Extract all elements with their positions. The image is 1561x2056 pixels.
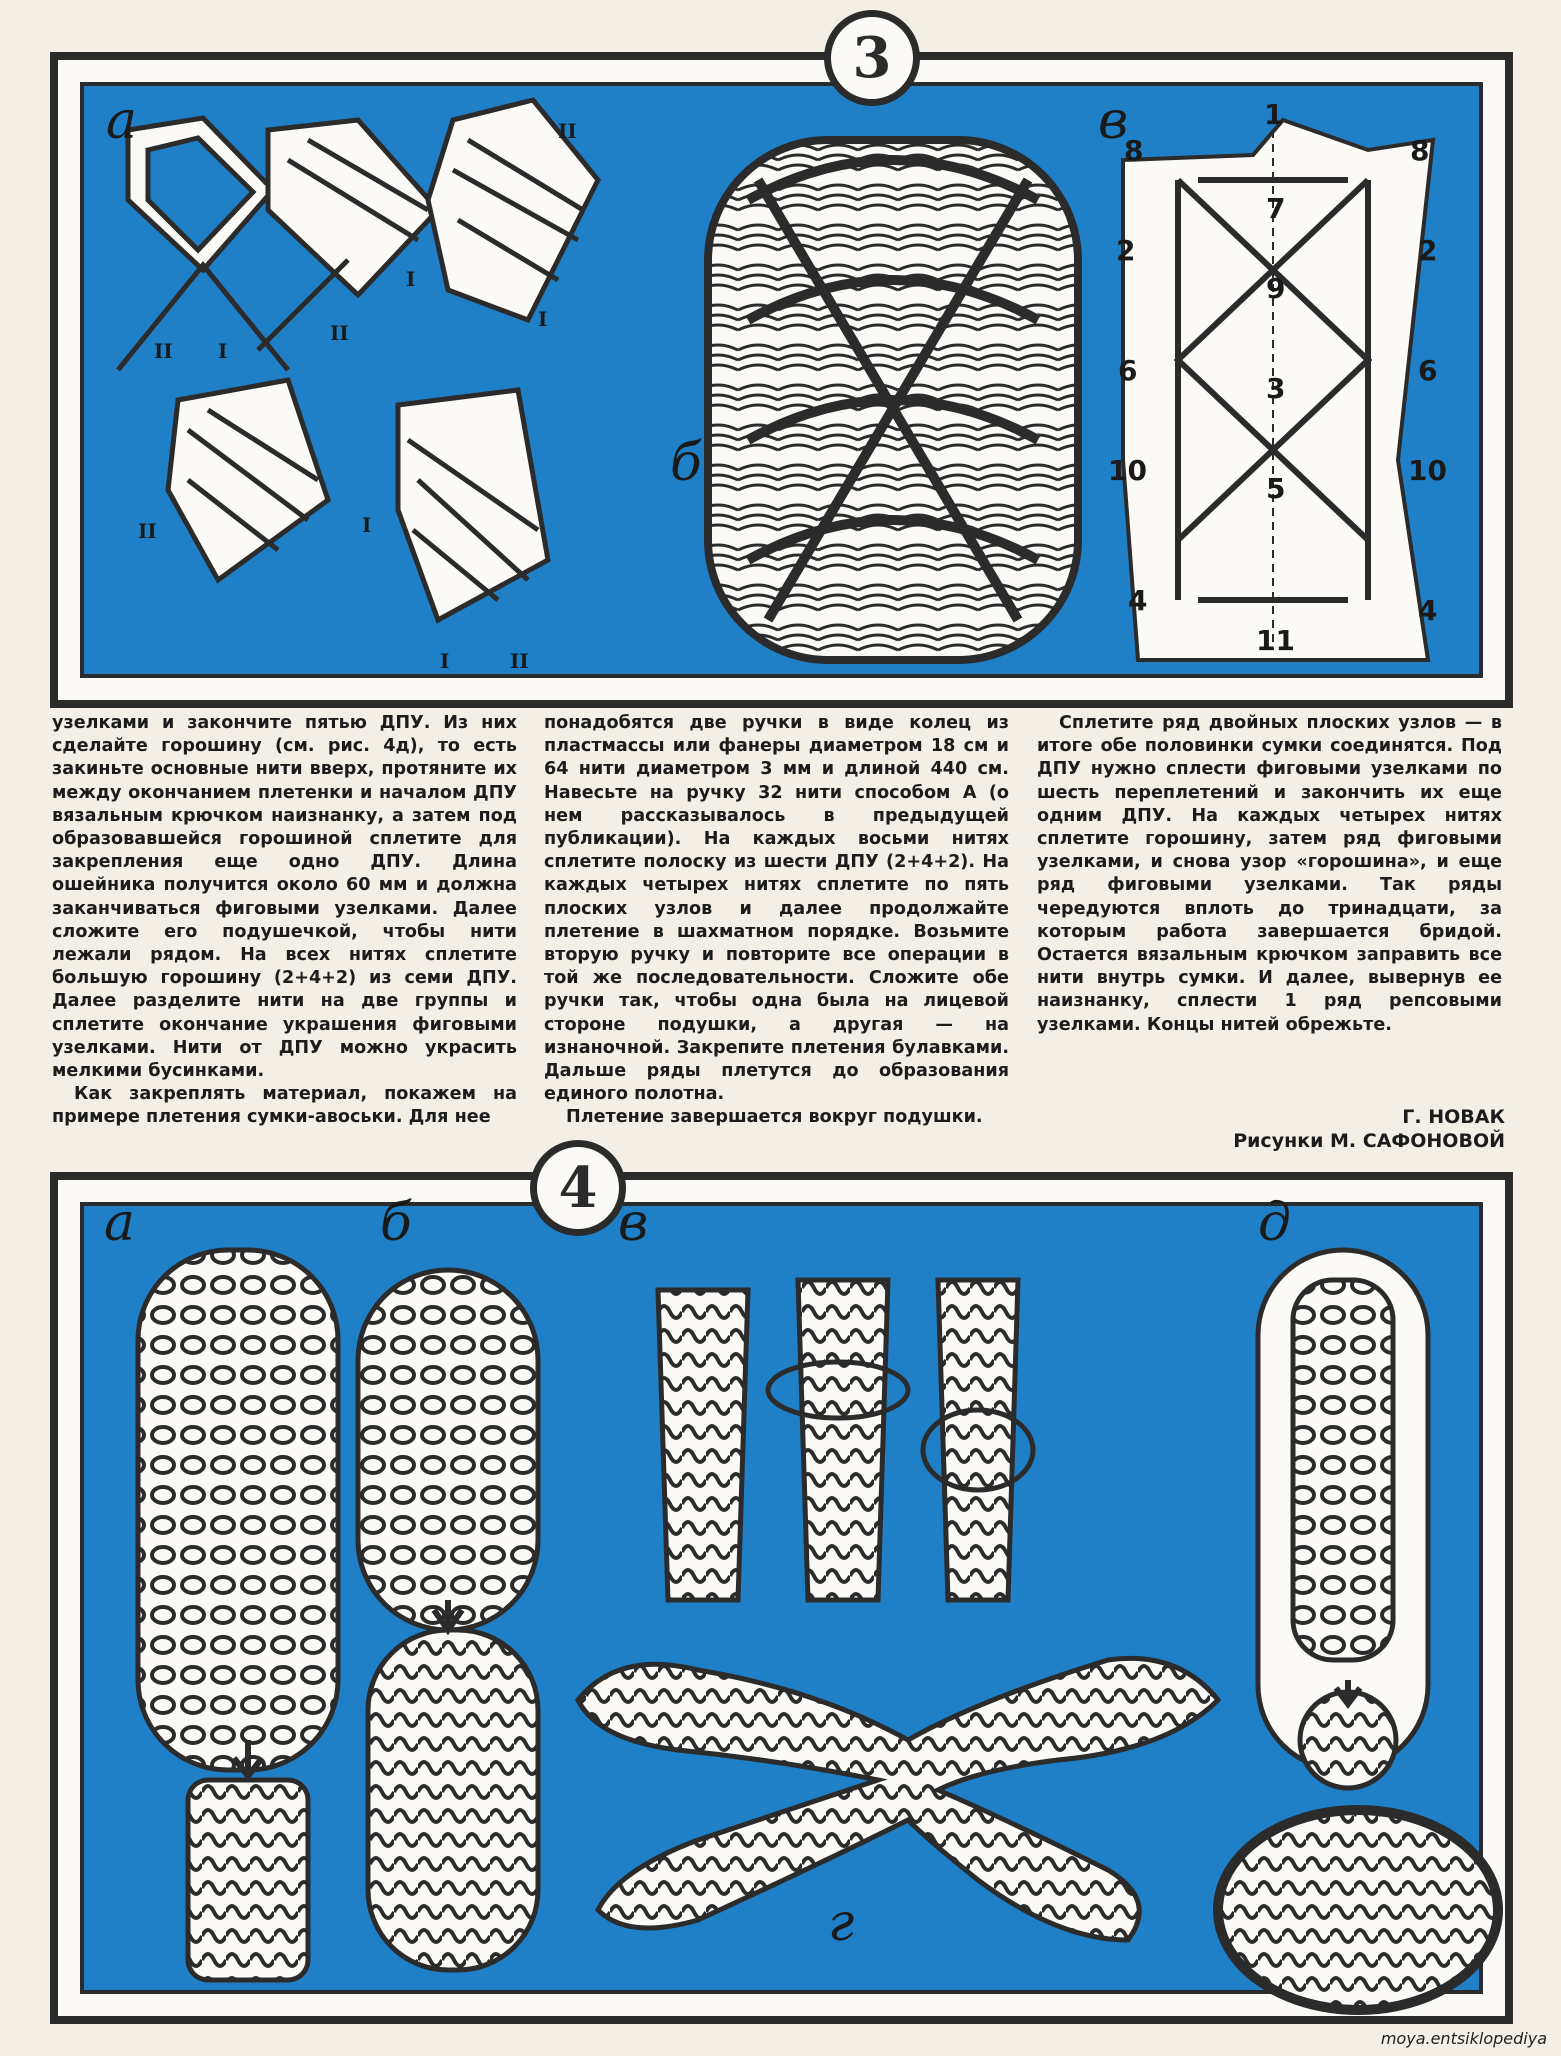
- figure-3v-number: 4: [1418, 594, 1438, 627]
- site-watermark: moya.entsiklopediya: [1380, 2029, 1547, 2048]
- figure-3v-number: 1: [1264, 98, 1284, 131]
- figure-4d-label: д: [1258, 1193, 1291, 1253]
- figure-3v-number: 8: [1410, 134, 1430, 167]
- figure-3v-label: в: [1098, 91, 1129, 151]
- figure-3a-roman-4: I: [406, 267, 416, 291]
- figure-3a-roman-10: II: [510, 649, 529, 673]
- figure-3v-number: 8: [1124, 134, 1144, 167]
- figure-3a-roman-1: II: [154, 339, 173, 363]
- figure-3v-number: 11: [1256, 624, 1295, 657]
- figure-3v-number: 7: [1266, 192, 1286, 225]
- figure-3b-label: б: [670, 433, 702, 493]
- figure-3v-number: 2: [1418, 234, 1438, 267]
- figure-3-panel: [50, 52, 1513, 708]
- text-column-1: [52, 712, 517, 1130]
- figure-4d-ball-knot: [1218, 1250, 1498, 2010]
- figure-3a-roman-8: I: [362, 513, 372, 537]
- figure-3v-number: 6: [1418, 354, 1438, 387]
- paragraph: Плетение завершается вокруг подушки.: [566, 1107, 983, 1128]
- figure-3a-label: а: [106, 91, 138, 151]
- figure-3a-roman-6: II: [558, 119, 577, 143]
- figure-4v-wrap-steps: [658, 1280, 1033, 1600]
- figure-3-drawing: [58, 60, 1505, 700]
- figure-3v-number: 5: [1266, 472, 1286, 505]
- figure-3v-number: 10: [1408, 454, 1447, 487]
- figure-3v-number: 4: [1128, 584, 1148, 617]
- figure-3v-number: 3: [1266, 372, 1286, 405]
- figure-3a-roman-5: I: [538, 307, 548, 331]
- paragraph: Как закреплять материал, покажем на примере плетения сумки-авоськи. Для нее: [52, 1084, 517, 1128]
- illustrator-credit: Рисунки М. САФОНОВОЙ: [1233, 1130, 1505, 1152]
- figure-4a-chain-braid: [138, 1250, 338, 1980]
- figure-4a-label: а: [104, 1193, 136, 1253]
- paragraph: Сплетите ряд двойных плоских узлов — в итоге обе половинки сумки соединятся. Под ДПУ нужно сплести фиговыми узелками по шесть переплетений и закончить их еще одним ДПУ. На каждых четырех нитях сплетите горошину, затем ряд фиговыми узелками, и снова узор «горошина», и еще ряд фиговыми узелками. Так ряды чередуются вплоть до тринадцати, за которым работа завершается бридой. Остается вязальным крючком заправить все нити внутрь сумки. И далее, вывернув ее наизнанку, сплести 1 ряд репсовыми узелками. Концы нитей обрежьте.: [1037, 713, 1502, 1035]
- figure-3b-woven-mat: [708, 140, 1078, 660]
- figure-3a-roman-3: II: [330, 321, 349, 345]
- figure-3a-roman-9: I: [440, 649, 450, 673]
- figure-3v-number: 2: [1116, 234, 1136, 267]
- figure-3a-roman-2: I: [218, 339, 228, 363]
- figure-3-badge: 3: [824, 10, 920, 106]
- figure-3v-number: 6: [1118, 354, 1138, 387]
- figure-4b-round-braid: [358, 1270, 538, 1970]
- figure-3v-number: 10: [1108, 454, 1147, 487]
- text-column-2: [544, 712, 1009, 1130]
- author-name: Г. НОВАК: [1402, 1106, 1505, 1128]
- figure-4g-finished-piece: [578, 1658, 1218, 1940]
- paragraph: узелками и закончите пятью ДПУ. Из них сделайте горошину (см. рис. 4д), то есть закиньте основные нити вверх, протяните их между окончанием плетенки и началом ДПУ вязальным крючком наизнанку, а затем под образовавшейся горошиной сплетите для закрепления еще одно ДПУ. Длина ошейника получится около 60 мм и должна заканчиваться фиговыми узелками. Далее сложите его подушечкой, чтобы нити лежали рядом. На всех нитях сплетите большую горошину (2+4+2) из семи ДПУ. Далее разделите нити на две группы и сплетите окончание украшения фиговыми узелками. Нити от ДПУ можно украсить мелкими бусинками.: [52, 713, 517, 1082]
- figure-4g-label: г: [828, 1893, 855, 1953]
- figure-4-badge: 4: [530, 1140, 626, 1236]
- figure-4v-label: в: [618, 1193, 649, 1253]
- figure-4-drawing: [58, 1180, 1505, 2016]
- figure-3a-knot-steps: [118, 100, 598, 620]
- text-column-3: [1037, 712, 1502, 1037]
- figure-4-panel: [50, 1172, 1513, 2024]
- figure-3v-number: 9: [1266, 272, 1286, 305]
- paragraph: понадобятся две ручки в виде колец из пластмассы или фанеры диаметром 18 см и 64 нити диаметром 3 мм и длиной 440 см. Навесьте на ручку 32 нити способом А (о нем рассказывалось в предыдущей публикации). На каждых восьми нитях сплетите полоску из шести ДПУ (2+4+2). На каждых четырех нитях сплетите по пять плоских узлов и далее продолжайте плетение в шахматном порядке. Возьмите вторую ручку и повторите все операции в той же последовательности. Сложите обе ручки так, чтобы одна была на лицевой стороне подушки, а другая — на изнаночной. Закрепите плетения булавками. Дальше ряды плетутся до образования единого полотна.: [544, 713, 1009, 1105]
- figure-3a-roman-7: II: [138, 519, 157, 543]
- figure-4b-label: б: [380, 1193, 412, 1253]
